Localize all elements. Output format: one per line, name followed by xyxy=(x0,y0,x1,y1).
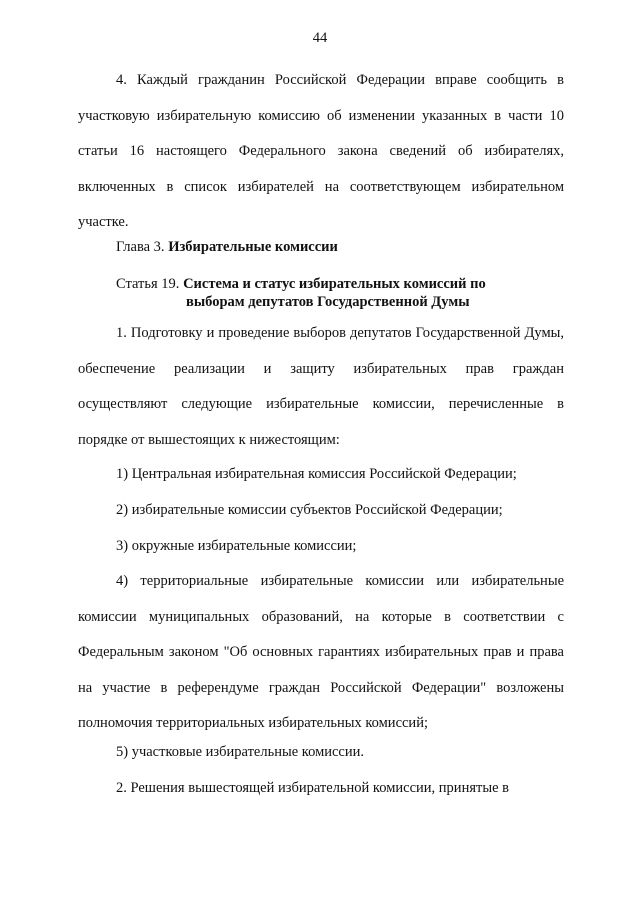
chapter-prefix: Глава 3. xyxy=(116,239,169,255)
article-title-line2: выборам депутатов Государственной Думы xyxy=(186,294,470,310)
list-item-5: 5) участковые избирательные комиссии. xyxy=(116,744,365,760)
list-item-4: 4) территориальные избирательные комиссии или избирательные комиссии муниципальных образований, на которые в соответствии с Федеральным законом "Об основных гарантиях избирательных прав и права на участие в референдуме граждан Российской Федерации" возложены полномочия территориальных избирательных комиссий; xyxy=(78,573,564,732)
article-prefix: Статья 19. xyxy=(116,276,184,292)
list-item-3: 3) окружные избирательные комиссии; xyxy=(116,538,357,554)
list-item-2: 2) избирательные комиссии субъектов Российской Федерации; xyxy=(116,502,503,518)
chapter-heading xyxy=(116,238,338,257)
chapter-title: Избирательные комиссии xyxy=(168,239,338,255)
paragraph-2: 2. Решения вышестоящей избирательной комиссии, принятые в xyxy=(116,780,509,796)
list-item-1: 1) Центральная избирательная комиссия Российской Федерации; xyxy=(116,466,517,482)
paragraph-1: 1. Подготовку и проведение выборов депутатов Государственной Думы, обеспечение реализации и защиту избирательных прав граждан осуществляют следующие избирательные комиссии, перечисленные в порядке от вышестоящих к нижестоящим: xyxy=(78,325,564,448)
page-number: 44 xyxy=(312,30,328,46)
article-heading xyxy=(116,275,564,311)
paragraph-4: 4. Каждый гражданин Российской Федерации вправе сообщить в участковую избирательную комиссию об изменении указанных в части 10 статьи 16 настоящего Федерального закона сведений об избирателях, включенных в список избирателей на соответствующем избирательном участке. xyxy=(78,72,564,231)
article-title-line1: Система и статус избирательных комиссий по xyxy=(183,276,486,292)
